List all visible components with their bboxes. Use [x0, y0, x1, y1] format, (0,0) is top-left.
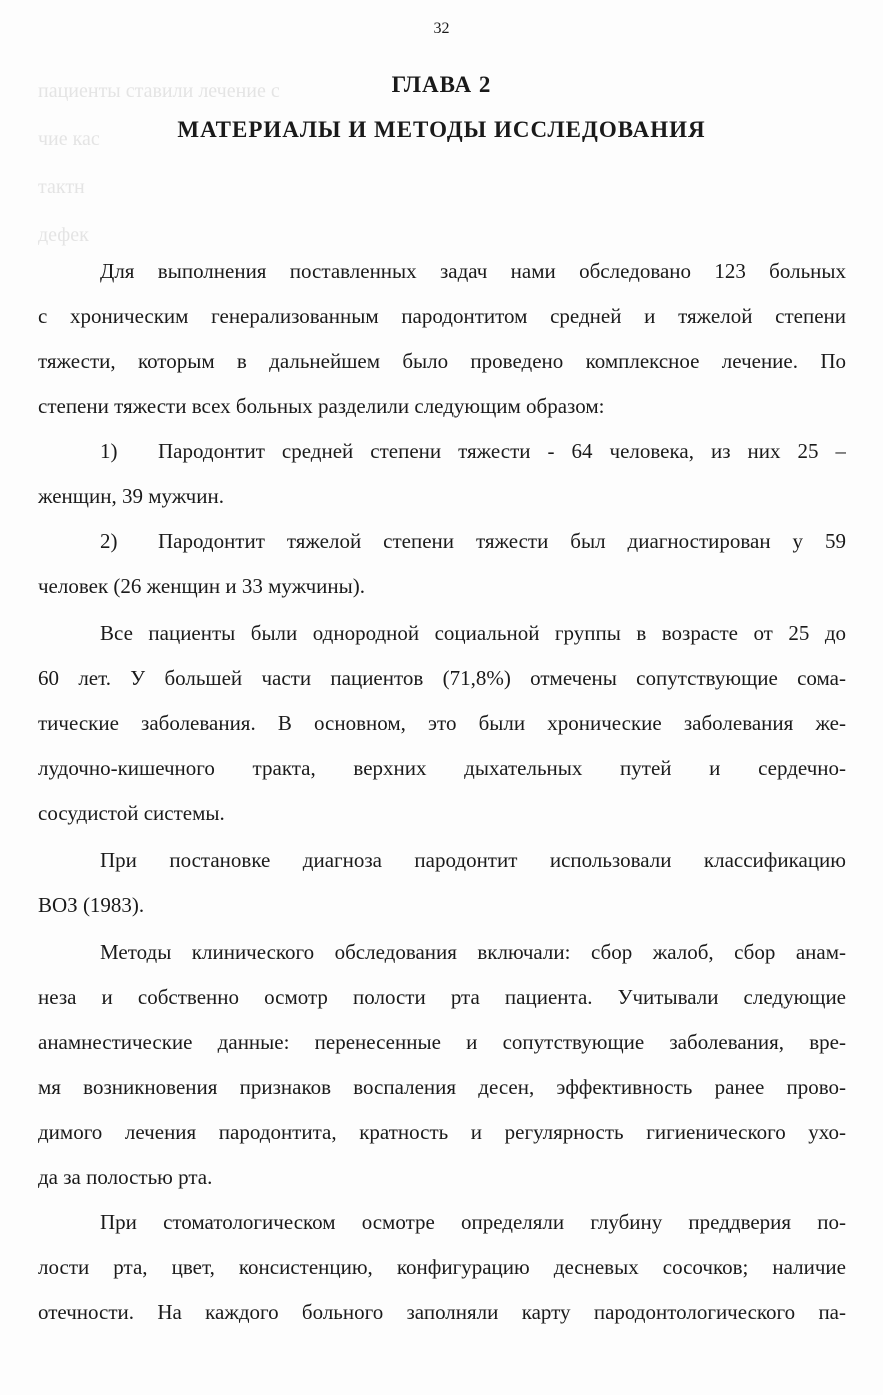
text-line: с хроническим генерализованным пародонтитом средней и тяжелой степени	[38, 304, 846, 328]
text-line: тяжести, которым в дальнейшем было проведено комплексное лечение. По	[38, 349, 846, 373]
chapter-title: МАТЕРИАЛЫ И МЕТОДЫ ИССЛЕДОВАНИЯ	[177, 117, 706, 142]
text-line: 60 лет. У большей части пациентов (71,8%) отмечены сопутствующие сома-	[38, 666, 846, 690]
text-line: мя возникновения признаков воспаления десен, эффективность ранее прово-	[38, 1075, 846, 1099]
text-line: Методы клинического обследования включали: сбор жалоб, сбор анам-	[100, 940, 846, 964]
text-line: неза и собственно осмотр полости рта пациента. Учитывали следующие	[38, 985, 846, 1009]
text-line: Все пациенты были однородной социальной группы в возрасте от 25 до	[100, 621, 846, 645]
text-line: тические заболевания. В основном, это были хронические заболевания же-	[38, 711, 846, 735]
bleed-through-text: дефек	[38, 224, 89, 246]
text-line: анамнестические данные: перенесенные и сопутствующие заболевания, вре-	[38, 1030, 846, 1054]
text-line: лудочно-кишечного тракта, верхних дыхательных путей и сердечно-	[38, 756, 846, 780]
text-line: лости рта, цвет, консистенцию, конфигурацию десневых сосочков; наличие	[38, 1255, 846, 1279]
text-line: Пародонтит тяжелой степени тяжести был диагностирован у 59	[158, 529, 846, 553]
text-line: ВОЗ (1983).	[38, 893, 145, 917]
list-marker: 1)	[100, 439, 118, 463]
text-line: сосудистой системы.	[38, 801, 225, 825]
text-line: димого лечения пародонтита, кратность и регулярность гигиенического ухо-	[38, 1120, 846, 1144]
text-line: Пародонтит средней степени тяжести - 64 человека, из них 25 –	[158, 439, 846, 463]
text-line: При стоматологическом осмотре определяли глубину преддверия по-	[100, 1210, 846, 1234]
text-line: степени тяжести всех больных разделили следующим образом:	[38, 394, 605, 418]
text-line: Для выполнения поставленных задач нами обследовано 123 больных	[100, 259, 846, 283]
page-number: 32	[433, 20, 450, 37]
bleed-through-text: пациенты ставили лечение с	[38, 80, 280, 102]
text-line: человек (26 женщин и 33 мужчины).	[38, 574, 365, 598]
bleed-through-text: тактн	[38, 176, 85, 198]
text-line: женщин, 39 мужчин.	[38, 484, 224, 508]
text-line: При постановке диагноза пародонтит использовали классификацию	[100, 848, 846, 872]
text-line: отечности. На каждого больного заполняли карту пародонтологического па-	[38, 1300, 846, 1324]
list-marker: 2)	[100, 529, 118, 553]
text-line: да за полостью рта.	[38, 1165, 213, 1189]
chapter-label: ГЛАВА 2	[391, 72, 492, 97]
bleed-through-text: чие кас	[38, 128, 100, 150]
